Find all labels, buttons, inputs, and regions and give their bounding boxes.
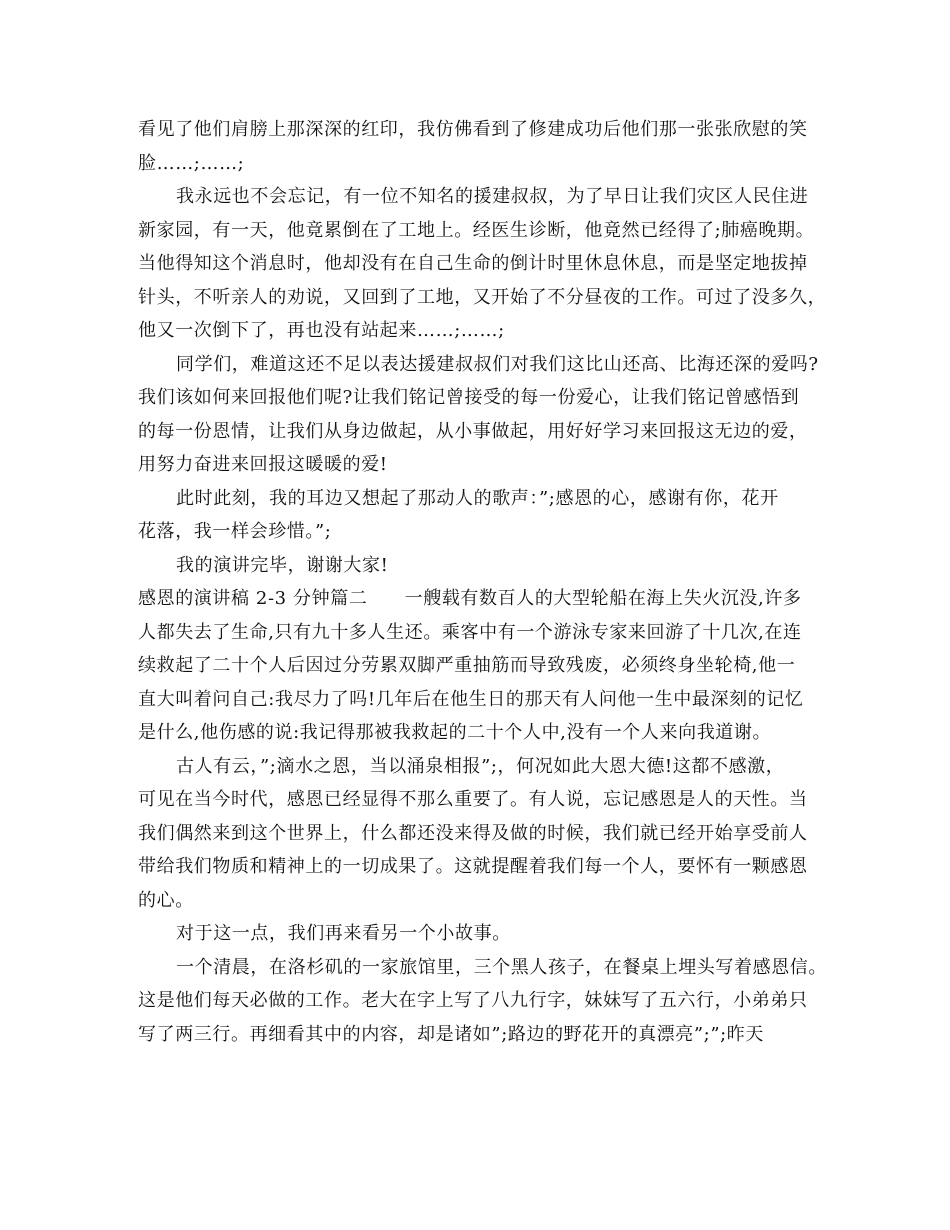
- text-line: 花落，我一样会珍惜。”;: [138, 521, 332, 542]
- text-line: 是什么,他伤感的说:我记得那被我救起的二十个人中,没有一个人来向我道谢。: [138, 722, 772, 743]
- text-line: 此时此刻，我的耳边又想起了那动人的歌声：”;感恩的心，感谢有你，花开: [176, 487, 779, 509]
- text-line: 当他得知这个消息时，他却没有在自己生命的倒计时里休息休息，而是坚定地拔掉: [138, 253, 808, 274]
- text-line: 我的演讲完毕，谢谢大家!: [176, 554, 389, 576]
- document-body: [138, 113, 827, 1051]
- text-line: 对于这一点，我们再来看另一个小故事。: [176, 923, 511, 944]
- text-line: 新家园，有一天，他竟累倒在了工地上。经医生诊断，他竟然已经得了;肺癌晚期。: [138, 219, 815, 241]
- text-line: 的心。: [138, 889, 194, 911]
- text-line: 带给我们物质和精神上的一切成果了。这就提醒着我们每一个人，要怀有一颗感恩: [138, 856, 808, 877]
- text-line: 续救起了二十个人后因过分劳累双脚严重抽筋而导致残废，必须终身坐轮椅,他一: [138, 655, 796, 676]
- section-heading-line: 感恩的演讲稿 2-3 分钟篇二 一艘载有数百人的大型轮船在海上失火沉没,许多: [138, 588, 802, 609]
- text-line: 用努力奋进来回报这暖暖的爱!: [138, 454, 388, 475]
- text-line: 同学们，难道这还不足以表达援建叔叔们对我们这比山还高、比海还深的爱吗?: [176, 353, 819, 375]
- text-line: 直大叫着问自己:我尽力了吗!几年后在他生日的那天有人问他一生中最深刻的记忆: [138, 688, 804, 710]
- text-line: 一个清晨，在洛杉矶的一家旅馆里，三个黑人孩子，在餐桌上埋头写着感恩信。: [176, 956, 827, 978]
- text-line: 的每一份恩情，让我们从身边做起，从小事做起，用好好学习来回报这无边的爱，: [138, 420, 808, 442]
- text-line: 人都失去了生命,只有九十多人生还。乘客中有一个游泳专家来回游了十几次,在连: [138, 621, 802, 643]
- text-line: 这是他们每天必做的工作。老大在字上写了八九行字，妹妹写了五六行，小弟弟只: [138, 990, 808, 1011]
- text-line: 针头，不听亲人的劝说，又回到了工地，又开始了不分昼夜的工作。可过了没多久，: [138, 286, 827, 308]
- text-line: 写了两三行。再细看其中的内容，却是诸如”;路边的野花开的真漂亮”;”;昨天: [138, 1023, 764, 1045]
- text-line: 脸……;……;: [138, 152, 245, 174]
- text-line: 我永远也不会忘记，有一位不知名的援建叔叔，为了早日让我们灾区人民住进: [176, 186, 809, 207]
- text-line: 古人有云，”;滴水之恩，当以涌泉相报”;，何况如此大恩大德!这都不感激，: [176, 755, 785, 777]
- text-line: 可见在当今时代，感恩已经显得不那么重要了。有人说，忘记感恩是人的天性。当: [138, 789, 808, 810]
- text-line: 我们偶然来到这个世界上，什么都还没来得及做的时候，我们就已经开始享受前人: [138, 822, 808, 844]
- text-line: 我们该如何来回报他们呢?让我们铭记曾接受的每一份爱心，让我们铭记曾感悟到: [138, 387, 800, 408]
- text-line: 看见了他们肩膀上那深深的红印，我仿佛看到了修建成功后他们那一张张欣慰的笑: [138, 119, 808, 140]
- text-line: 他又一次倒下了，再也没有站起来……;……;: [138, 320, 505, 341]
